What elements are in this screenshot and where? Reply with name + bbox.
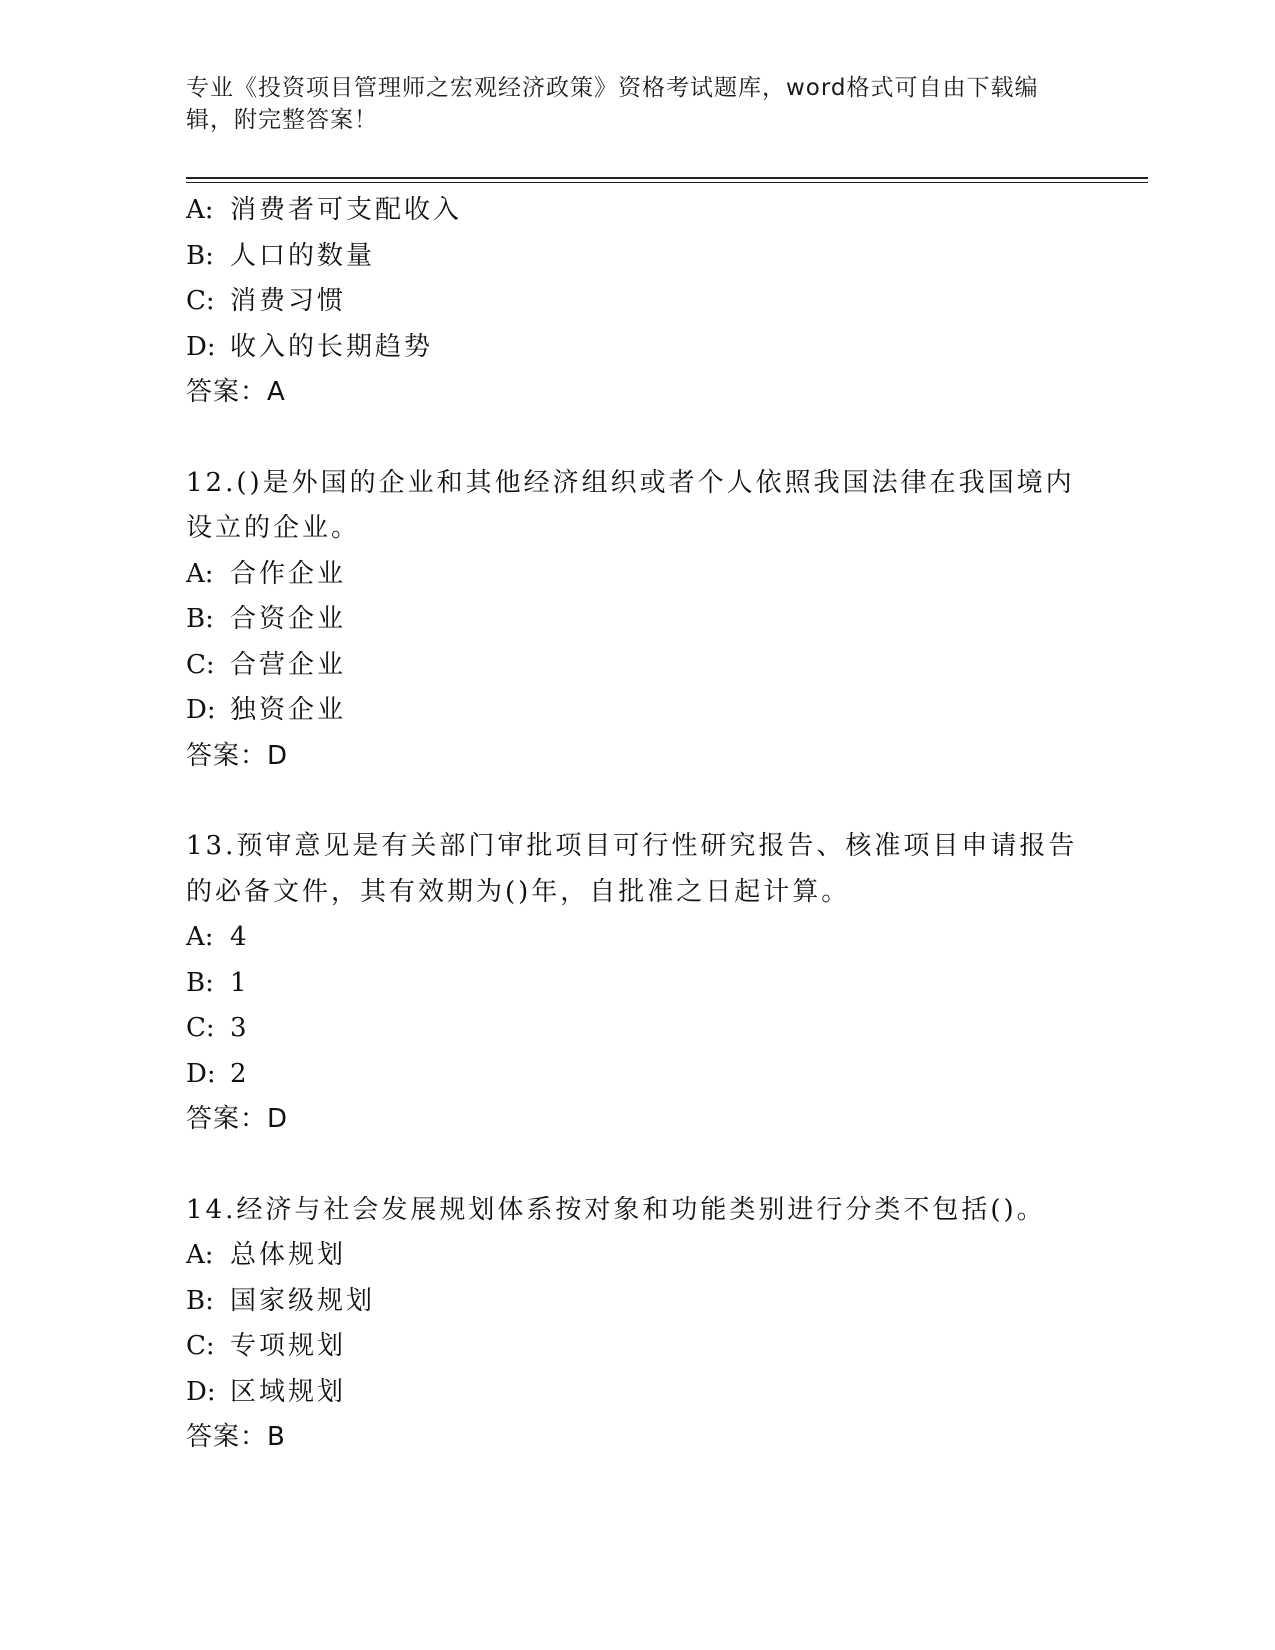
option-letter: C:: [186, 1331, 215, 1361]
option-b: [186, 1279, 1086, 1325]
spacer: [186, 416, 1086, 461]
option-a: [186, 188, 1086, 234]
option-b: [186, 234, 1086, 280]
option-d: [186, 1370, 1086, 1416]
question-stem-line-1: 12.()是外国的企业和其他经济组织或者个人依照我国法律在我国境内: [186, 467, 1075, 498]
option-c: [186, 1006, 1086, 1052]
option-text: 3: [230, 1013, 250, 1043]
option-c: [186, 279, 1086, 325]
option-c: [186, 1324, 1086, 1370]
option-letter: A:: [186, 922, 214, 952]
header-divider-thick: [186, 177, 1148, 179]
option-text: 收入的长期趋势: [230, 331, 434, 362]
header-divider-thin: [186, 182, 1148, 183]
question-11: [186, 188, 1086, 416]
question-13: [186, 824, 1086, 1143]
option-letter: A:: [186, 195, 214, 225]
option-letter: C:: [186, 649, 215, 680]
option-text: 区域规划: [230, 1376, 347, 1407]
option-a: [186, 915, 1086, 961]
question-stem-line-1: 14.经济与社会发展规划体系按对象和功能类别进行分类不包括()。: [186, 1194, 1046, 1225]
question-stem-line-1: 13.预审意见是有关部门审批项目可行性研究报告、核准项目申请报告: [186, 831, 1078, 861]
option-letter: D:: [186, 695, 216, 725]
option-a: [186, 552, 1086, 598]
question-14: [186, 1188, 1086, 1461]
header-line-1: 专业《投资项目管理师之宏观经济政策》资格考试题库，word格式可自由下载编: [186, 75, 1039, 101]
answer-line: 答案：D: [186, 1104, 289, 1134]
option-letter: C:: [186, 286, 215, 316]
header-line-2: 辑，附完整答案！: [186, 107, 378, 133]
option-c: [186, 643, 1086, 689]
option-a: [186, 1233, 1086, 1279]
option-text: 合营企业: [230, 649, 347, 680]
option-text: 消费者可支配收入: [230, 195, 463, 225]
question-stem-line-2: 设立的企业。: [186, 513, 361, 543]
option-letter: B:: [186, 967, 214, 998]
option-text: 2: [230, 1058, 250, 1089]
option-b: [186, 597, 1086, 643]
option-b: [186, 961, 1086, 1007]
question-stem-line-2: 的必备文件，其有效期为()年，自批准之日起计算。: [186, 876, 851, 907]
question-12: [186, 461, 1086, 780]
option-text: 人口的数量: [230, 240, 376, 271]
option-text: 合作企业: [230, 558, 347, 589]
option-text: 总体规划: [230, 1240, 347, 1270]
document-header: [186, 72, 1066, 136]
spacer: [186, 779, 1086, 824]
answer-line: 答案：A: [186, 377, 286, 407]
option-text: 消费习惯: [230, 286, 347, 316]
option-letter: A:: [186, 1240, 214, 1270]
spacer: [186, 1143, 1086, 1188]
option-letter: B:: [186, 240, 214, 271]
option-text: 独资企业: [230, 695, 347, 725]
option-letter: B:: [186, 604, 214, 634]
option-text: 专项规划: [230, 1331, 347, 1361]
option-text: 4: [230, 922, 250, 952]
option-text: 1: [230, 967, 250, 998]
option-letter: B:: [186, 1285, 214, 1316]
option-d: [186, 688, 1086, 734]
option-text: 国家级规划: [230, 1285, 376, 1316]
option-d: [186, 1052, 1086, 1098]
answer-line: 答案：D: [186, 740, 289, 771]
option-letter: C:: [186, 1013, 215, 1043]
option-letter: D:: [186, 331, 216, 362]
option-d: [186, 325, 1086, 371]
option-letter: A:: [186, 558, 214, 589]
option-text: 合资企业: [230, 604, 347, 634]
answer-line: 答案：B: [186, 1422, 286, 1452]
option-letter: D:: [186, 1376, 216, 1407]
question-list: [186, 188, 1086, 1461]
option-letter: D:: [186, 1058, 216, 1089]
